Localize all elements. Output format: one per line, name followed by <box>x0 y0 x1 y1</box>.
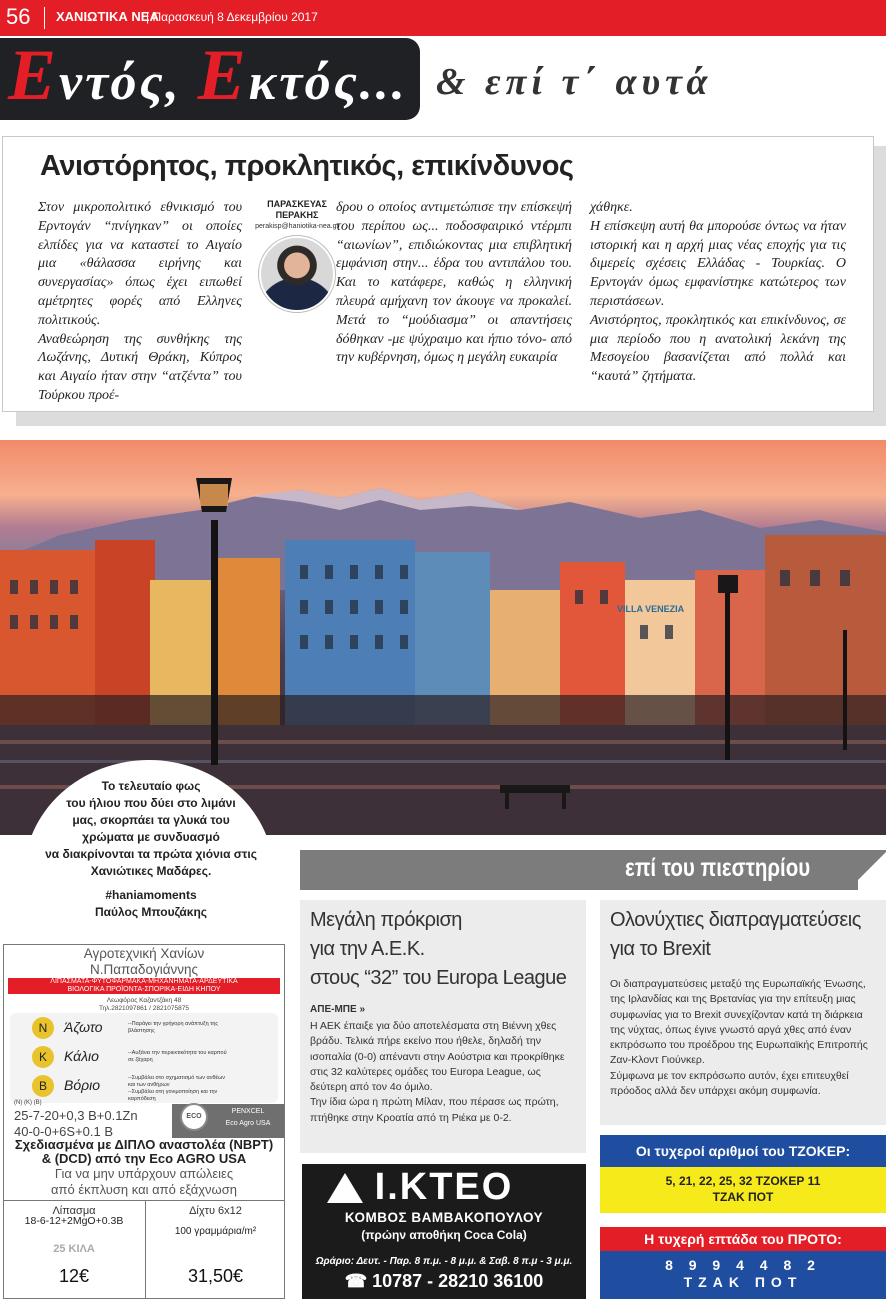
potassium-icon: K <box>32 1046 54 1068</box>
agro-ad-title: Αγροτεχνική Χανίων Ν.Παπαδογιάννης <box>83 946 205 977</box>
potassium-label: Κάλιο <box>64 1048 99 1064</box>
photographer-name: Παύλος Μπουζάκης <box>94 905 208 919</box>
author-photo <box>259 236 335 312</box>
boron-desc: --Συμβάλει στο σχηματισμό των ανθέων και των ανθήρων --Συμβάλει στη γονιμοποίηση και την καρπόδεση <box>128 1075 225 1102</box>
press-section-title: επί του πιεστηρίου <box>625 854 811 882</box>
kteo-location: ΚΟΜΒΟΣ ΒΑΜΒΑΚΟΠΟΥΛΟΥ <box>344 1210 544 1225</box>
paper-name: ΧΑΝΙΩΤΙΚΑ ΝΕΑ <box>56 9 159 24</box>
author-name: ΠΑΡΑΣΚΕΥΑΣ ΠΕΡΑΚΗΣ <box>267 199 327 220</box>
nitrogen-label: Άζωτο <box>64 1019 103 1035</box>
author-email: perakisp@haniotika-nea.gr <box>255 223 339 230</box>
header-separator <box>44 7 45 29</box>
net-price: 31,50€ <box>187 1266 244 1286</box>
potassium-desc: --Αυξάνει την περιεκτικότητα του καρπού σε ζάχαρη <box>128 1050 227 1063</box>
opinion-column-2: δρου ο οποίος αντιμετώπισε την επίσκεψή του περίπου ως... ποδοσφαιρικό ντέρμπι “αιωνίων”, επιδιώκοντας μια επιβλητική εμφάνιση στην... έδρα του αντιπάλου του. Και το κατάφερε, καθώς η ελληνική πλευρά αμήχανη τον άκουγε να προκαλεί. Μετά το “μούδιασμα” οι απαντήσεις δόθηκαν -με ψύχραιμο και ήπιο τόνο- από την κυβέρνηση, όμως η μεγάλη ευκαιρία <box>336 200 572 366</box>
kteo-name: Ι.ΚΤΕΟ <box>374 1166 514 1208</box>
title-initial-1: Ε <box>8 35 60 115</box>
penxcel-brand: PENXCEL Eco Agro USA <box>172 1104 284 1138</box>
opinion-column-3: χάθηκε. Η επίσκεψη αυτή θα μπορούσε όντως να ήταν ιστορική και η αρχή μιας νέας εποχής για τις διμερείς σχέσεις Ελλάδας - Τουρκίας. Ο Ερντογάν όμως εμφανίστηκε κατώτερος των περιστάσεων. Ανιστόρητος, προκλητικός και επικίνδυνος, σε μια περίοδο που η ανατολική λεκάνη της Μεσογείου βασανίζεται από πολλά και “καυτά” ζητήματα. <box>590 200 846 385</box>
joker-header: Οι τυχεροί αριθμοί του ΤΖΟΚΕΡ: <box>600 1135 886 1167</box>
title-part-1: ντός, <box>59 54 198 111</box>
news-brexit-title: Ολονύχτιες διαπραγματεύσεις για το Brexit <box>610 909 861 960</box>
proto-numbers: 8 9 9 4 4 8 2 ΤΖΑΚ ΠΟΤ <box>600 1251 886 1299</box>
formula-2: 40-0-0+6S+0.1 B <box>14 1124 114 1139</box>
joker-numbers: 5, 21, 22, 25, 32 ΤΖΟΚΕΡ 11 ΤΖΑΚ ΠΟΤ <box>600 1167 886 1213</box>
fertilizer-price: 12€ <box>58 1266 90 1286</box>
kteo-phone: ☎ 10787 - 28210 36100 <box>344 1271 544 1291</box>
issue-date: | Παρασκευή 8 Δεκεμβρίου 2017 <box>146 10 318 24</box>
agro-elements-panel <box>10 1013 278 1103</box>
opinion-title: Ανιστόρητος, προκλητικός, επικίνδυνος <box>40 150 574 182</box>
opinion-column-1: Στον μικροπολιτικό εθνικισμό του Ερντογάν “πνίγηκαν” οι οποίες ελπίδες για να καταστεί το Αιγαίο μια «θάλασσα ειρήνης και συνεργασίας» όπως έχει ειπωθεί αμέτρητες φορές από Ελληνες πολιτικούς. Αναθεώρηση της συνθήκης της Λωζάνης, Δυτική Θράκη, Κύπρος και Αιγαίο ήταν στην “ατζέντα” του Τούρκου προέ- <box>38 200 242 403</box>
title-part-2: κτός... <box>248 54 408 111</box>
kteo-note: (πρώην αποθήκη Coca Cola) <box>361 1228 527 1242</box>
fertilizer-title: Λίπασμα <box>52 1205 96 1217</box>
title-initial-2: Ε <box>197 35 249 115</box>
fertilizer-weight: 25 ΚΙΛΑ <box>53 1243 95 1255</box>
agro-inhibitor-text: Σχεδιασμένα με ΔΙΠΛΟ αναστολέα (NBPT) & (DCD) από την Eco AGRO USA <box>14 1137 274 1166</box>
news-aek-kicker: ΑΠΕ-ΜΠΕ » <box>310 1004 366 1015</box>
net-title: Δίχτυ 6x12 <box>189 1205 242 1217</box>
eco-logo-icon: ECO <box>180 1103 208 1131</box>
press-bar-arrow <box>848 850 886 890</box>
agro-loss-text: Για να μην υπάρχουν απώλειες από έκπλυση και από εξάχνωση <box>51 1166 237 1197</box>
proto-header: Η τυχερή επτάδα του ΠΡΟΤΟ: <box>600 1227 886 1251</box>
photo-credit <box>36 887 266 921</box>
kteo-hours: Ωράριο: Δευτ. - Παρ. 8 π.μ. - 8 μ.μ. & Σαβ. 8 π.μ - 3 μ.μ. <box>315 1256 573 1267</box>
formula-1: 25-7-20+0,3 B+0.1Zn <box>14 1108 138 1123</box>
boron-label: Βόριο <box>64 1077 101 1093</box>
nitrogen-desc: --Παράγει την γρήγορη ανάπτυξη της βλάστησης <box>128 1021 219 1034</box>
news-aek-body: Η ΑΕΚ έπαιξε για δύο αποτελέσματα στη Βιέννη χθες βράδυ. Τελικά πήρε εκείνο που ήθελε, δηλαδή την ισοπαλία (0-0) απέναντι στην Αούστρια και προκρίθηκε στις 32 καλύτερες ομάδες του Europa League, ως δεύτερη από τον 4ο όμιλο. Την ίδια ώρα η πρώτη Μίλαν, που πέρασε ως πρώτη, πτήθηκε στην Κροατία από τη Ριέκα με 0-2. <box>310 1020 565 1124</box>
villa-sign: VILLA VENEZIA <box>617 604 685 614</box>
page-number: 56 <box>6 4 31 29</box>
section-title-suffix: & επί τ΄ αυτά <box>436 61 713 103</box>
author-card <box>252 199 342 312</box>
agro-divider <box>3 1200 285 1201</box>
nitrogen-icon: N <box>32 1017 54 1039</box>
fertilizer-formula: 18-6-12+2MgO+0.3B <box>24 1215 124 1227</box>
agro-ad-products: ΛΙΠΑΣΜΑΤΑ-ΦΥΤΟΦΑΡΜΑΚΑ-ΜΗΧΑΝΗΜΑΤΑ-ΑΡΔΕΥΤΙΚΑ ΒΙΟΛΟΓΙΚΑ ΠΡΟΪΟΝΤΑ-ΣΠΟΡΙΚΑ-ΕΙΔΗ ΚΗΠΟΥ <box>8 978 280 994</box>
photo-caption: Το τελευταίο φως του ήλιου που δύει στο λιμάνι μας, σκορπάει τα γλυκά του χρώματα με συνδυασμό να διακρίνονται τα πρώτα χιόνια στις Χανιώτικες Μαδάρες. <box>45 779 257 878</box>
news-aek-title: Μεγάλη πρόκριση για την Α.Ε.Κ. στους “32” του Europa League <box>310 909 567 989</box>
news-brexit-body: Οι διαπραγματεύσεις μεταξύ της Ευρωπαϊκής Ένωσης, της Ιρλανδίας και της Βρετανίας για την επίτευξη μιας συμφωνίας για το Brexit συνεχίζονταν κατά τη διάρκεια της νύχτας, όπως έγινε γνωστό αργά χθες από έναν εκπρόσωπο του προέδρου της Ευρωπαϊκής Επιτροπής Ζαν-Κλοντ Γιούνκερ. Σύμφωνα με τον εκπρόσωπο αυτόν, έχει επιτευχθεί πρόοδος αλλά δεν υπάρχει ακόμη συμφωνία. <box>610 978 868 1098</box>
agro-ad-address: Λεωφόρος Καζαντζάκη 48 Τηλ.2821097861 / 2821075875 <box>99 997 189 1012</box>
boron-icon: B <box>32 1075 54 1097</box>
formula-labels: (N) (K) (B) <box>14 1100 42 1106</box>
photo-hashtag: #haniamoments <box>105 888 197 902</box>
section-title <box>8 35 408 115</box>
net-spec: 100 γραμμάρια/m² <box>174 1226 257 1237</box>
